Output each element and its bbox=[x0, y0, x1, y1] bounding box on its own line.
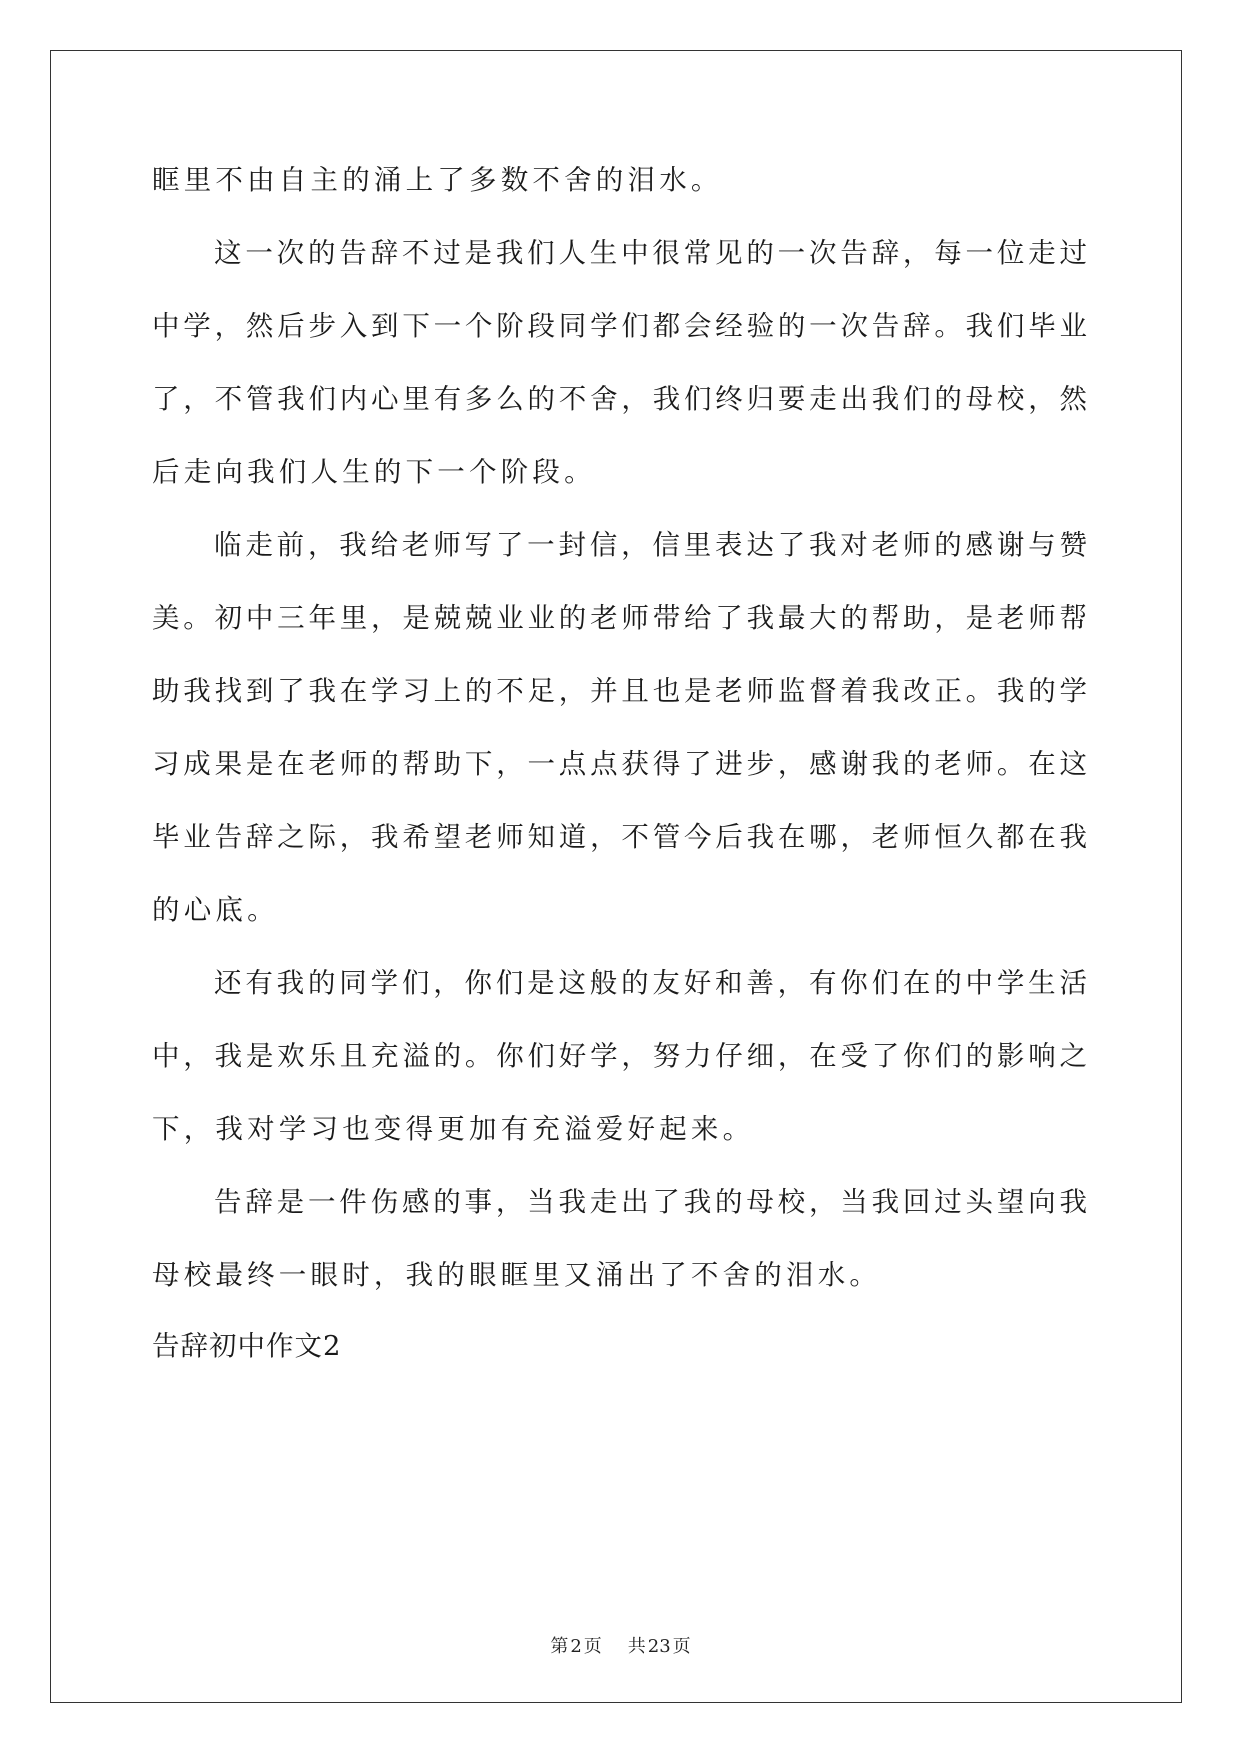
paragraph-line: 下，我对学习也变得更加有充溢爱好起来。 bbox=[152, 1113, 755, 1145]
page-label-suffix: 页 bbox=[583, 1636, 602, 1657]
paragraph-line: 临走前，我给老师写了一封信，信里表达了我对老师的感谢与赞 bbox=[214, 529, 1087, 561]
paragraph-line: 中，我是欢乐且充溢的。你们好学，努力仔细，在受了你们的影响之 bbox=[152, 1040, 1087, 1072]
paragraph-line: 母校最终一眼时，我的眼眶里又涌出了不舍的泪水。 bbox=[152, 1259, 882, 1291]
paragraph-line: 还有我的同学们，你们是这般的友好和善，有你们在的中学生活 bbox=[214, 967, 1087, 999]
total-label-prefix: 共 bbox=[627, 1636, 646, 1657]
paragraph-line: 助我找到了我在学习上的不足，并且也是老师监督着我改正。我的学 bbox=[152, 675, 1087, 707]
paragraph-line: 中学，然后步入到下一个阶段同学们都会经验的一次告辞。我们毕业 bbox=[152, 310, 1087, 342]
total-pages: 23 bbox=[647, 1636, 671, 1657]
paragraph-line: 眶里不由自主的涌上了多数不舍的泪水。 bbox=[152, 164, 723, 196]
paragraph-line: 习成果是在老师的帮助下，一点点获得了进步，感谢我的老师。在这 bbox=[152, 748, 1087, 780]
paragraph-line: 这一次的告辞不过是我们人生中很常见的一次告辞，每一位走过 bbox=[214, 237, 1087, 269]
total-label-suffix: 页 bbox=[672, 1636, 691, 1657]
paragraph-line: 了，不管我们内心里有多么的不舍，我们终归要走出我们的母校，然 bbox=[152, 383, 1087, 415]
paragraph-line: 的心底。 bbox=[152, 894, 279, 926]
paragraph-line: 后走向我们人生的下一个阶段。 bbox=[152, 456, 596, 488]
page-label-prefix: 第 bbox=[550, 1636, 569, 1657]
paragraph-line: 美。初中三年里，是兢兢业业的老师带给了我最大的帮助，是老师帮 bbox=[152, 602, 1087, 634]
page-footer bbox=[0, 1632, 1241, 1658]
paragraph-line: 毕业告辞之际，我希望老师知道，不管今后我在哪，老师恒久都在我 bbox=[152, 821, 1087, 853]
paragraph-line: 告辞是一件伤感的事，当我走出了我的母校，当我回过头望向我 bbox=[214, 1186, 1087, 1218]
page-border bbox=[50, 50, 1182, 1703]
page-number: 2 bbox=[570, 1636, 582, 1657]
section-heading: 告辞初中作文2 bbox=[152, 1330, 342, 1362]
